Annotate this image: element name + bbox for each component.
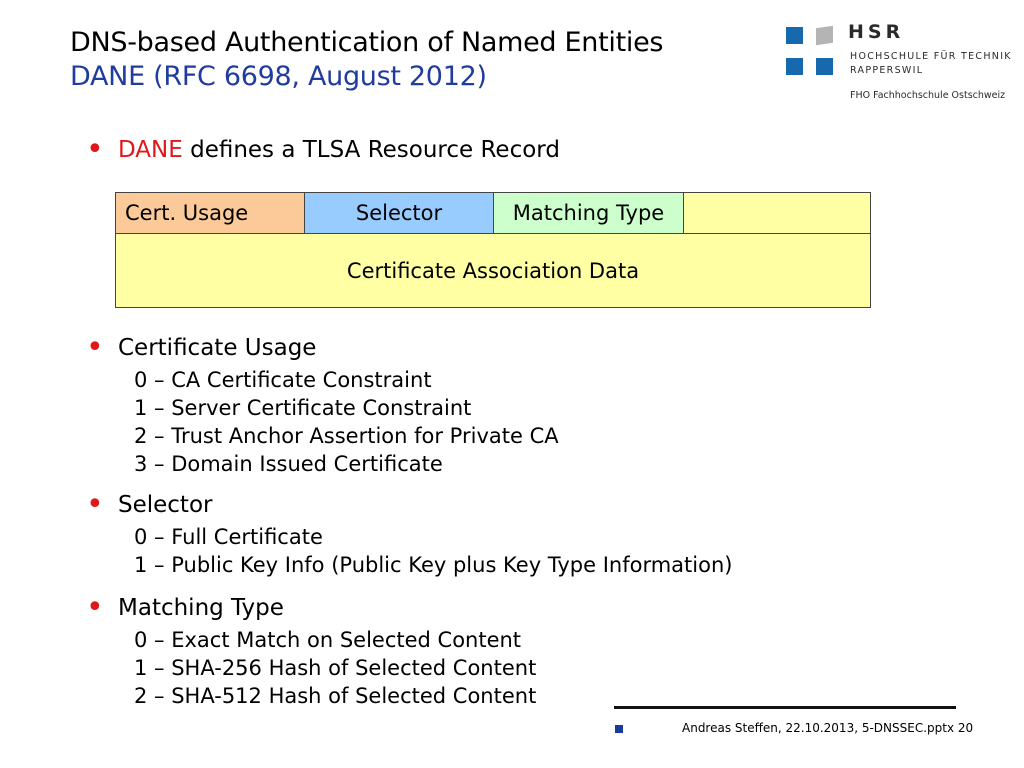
association-data-field: Certificate Association Data bbox=[346, 259, 640, 283]
slide-title bbox=[70, 26, 663, 94]
list-item: 0 – CA Certificate Constraint bbox=[134, 368, 432, 392]
logo-line2: RAPPERSWIL bbox=[850, 65, 924, 76]
logo-square-icon bbox=[816, 58, 833, 75]
certificate-usage-list bbox=[134, 366, 559, 478]
bullet-icon: • bbox=[86, 132, 104, 167]
selector-list bbox=[134, 523, 732, 579]
list-item: 0 – Full Certificate bbox=[134, 525, 323, 549]
cert-usage-field: Cert. Usage bbox=[116, 193, 305, 234]
list-item: 2 – SHA-512 Hash of Selected Content bbox=[134, 684, 537, 708]
bullet-icon: • bbox=[86, 487, 104, 522]
section-heading: Certificate Usage bbox=[118, 335, 317, 361]
list-item: 3 – Domain Issued Certificate bbox=[134, 452, 443, 476]
list-item: 1 – SHA-256 Hash of Selected Content bbox=[134, 656, 537, 680]
title-main: DNS-based Authentication of Named Entities bbox=[70, 27, 664, 58]
list-item: 1 – Public Key Info (Public Key plus Key Type Information) bbox=[134, 553, 733, 577]
title-subtitle: DANE (RFC 6698, August 2012) bbox=[70, 61, 487, 92]
section-heading: Matching Type bbox=[118, 595, 284, 621]
list-item: 2 – Trust Anchor Assertion for Private CA bbox=[134, 424, 559, 448]
logo-square-icon bbox=[816, 26, 833, 45]
logo-line1: HOCHSCHULE FÜR TECHNIK bbox=[850, 51, 1012, 62]
footer-text: Andreas Steffen, 22.10.2013, 5-DNSSEC.pptx 20 bbox=[682, 721, 974, 735]
empty-field bbox=[684, 193, 870, 234]
tlsa-record-diagram bbox=[115, 192, 871, 308]
section-heading: Selector bbox=[118, 492, 213, 518]
hsr-logo bbox=[784, 21, 1016, 104]
bullet-icon: • bbox=[86, 590, 104, 625]
selector-field: Selector bbox=[305, 193, 494, 234]
bullet-icon: • bbox=[86, 330, 104, 365]
footer-divider bbox=[614, 706, 956, 709]
dane-highlight: DANE bbox=[118, 137, 183, 163]
list-item: 0 – Exact Match on Selected Content bbox=[134, 628, 522, 652]
intro-point bbox=[118, 135, 560, 165]
list-item: 1 – Server Certificate Constraint bbox=[134, 396, 472, 420]
intro-text: defines a TLSA Resource Record bbox=[182, 137, 560, 163]
logo-square-icon bbox=[786, 27, 803, 44]
logo-name: HSR bbox=[848, 21, 905, 43]
matching-type-field: Matching Type bbox=[494, 193, 684, 234]
footer-square-icon bbox=[615, 725, 623, 733]
logo-square-icon bbox=[786, 58, 803, 75]
logo-line3: FHO Fachhochschule Ostschweiz bbox=[850, 90, 1006, 101]
matching-type-list bbox=[134, 626, 536, 710]
